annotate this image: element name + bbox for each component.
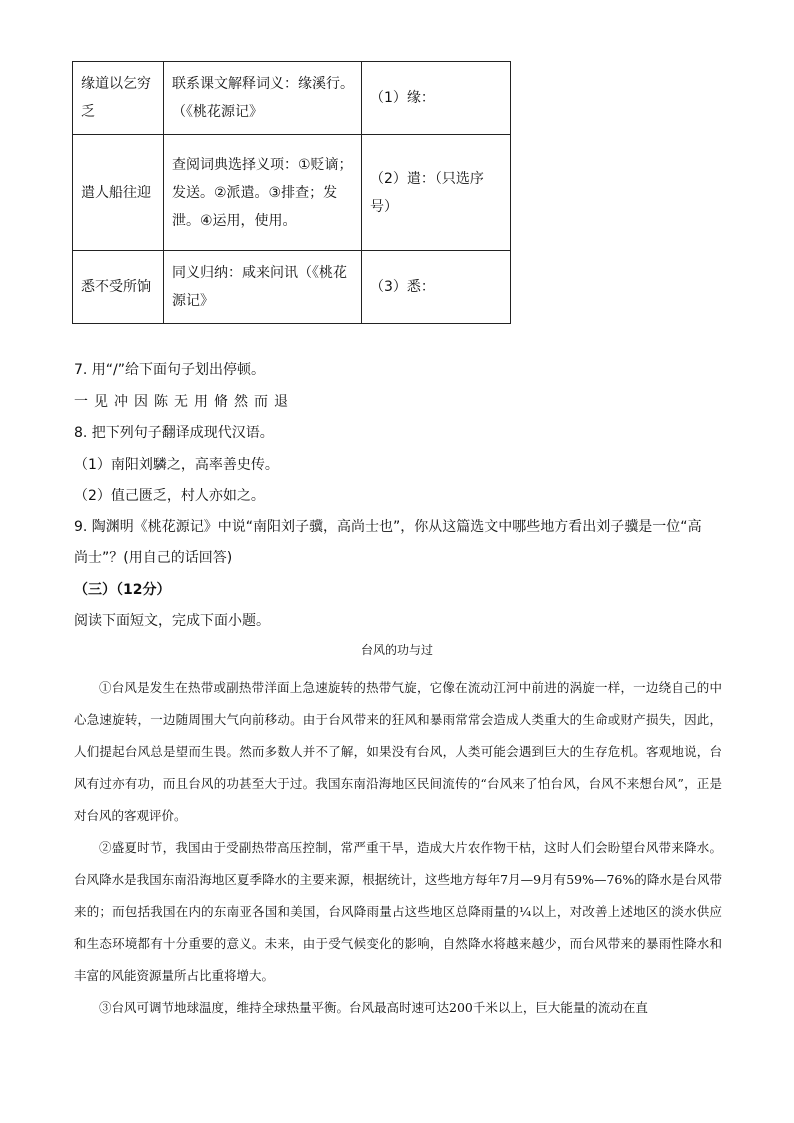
table-cell-answer: （3）悉： — [362, 251, 511, 324]
article-title: 台风的功与过 — [360, 643, 433, 657]
table-row — [73, 135, 511, 251]
article-paragraph: ②盛夏时节，我国由于受副热带高压控制，常严重干旱，造成大片农作物干枯，这时人们会盼望台风带来降水。台风降水是我国东南沿海地区夏季降水的主要来源，根据统计，这些地方每年7月—9月有59%—76%的降水是台风带来的；而包括我国在内的东南亚各国和美国，台风降雨量占这些地区总降雨量的¼以上，对改善上述地区的淡水供应和生态环境都有十分重要的意义。未来，由于受气候变化的影响，自然降水将越来越少，而台风带来的暴雨性降水和丰富的风能资源量所占比重将增大。 — [74, 840, 722, 983]
table-cell-word: 悉不受所饷 — [73, 251, 164, 324]
question-8-item-2: （2）值己匮乏，村人亦如之。 — [74, 488, 265, 504]
question-9-line-2: 尚士”？(用自己的话回答) — [74, 550, 233, 566]
table-cell-method: 同义归纳：咸来问讯（《桃花源记》 — [164, 251, 362, 324]
vocab-table — [72, 61, 511, 324]
table-cell-answer: （1）缘： — [362, 62, 511, 135]
article-paragraph: ①台风是发生在热带或副热带洋面上急速旋转的热带气旋，它像在流动江河中前进的涡旋一样，一边绕自己的中心急速旋转，一边随周围大气向前移动。由于台风带来的狂风和暴雨常常会造成人类重大的生命或财产损失，因此，人们提起台风总是望而生畏。然而多数人并不了解，如果没有台风，人类可能会遇到巨大的生存危机。客观地说，台风有过亦有功，而且台风的功甚至大于过。我国东南沿海地区民间流传的“台风来了怕台风，台风不来想台风”，正是对台风的客观评价。 — [74, 680, 722, 823]
table-cell-answer: （2）遣：（只选序号） — [362, 135, 511, 251]
article-paragraph: ③台风可调节地球温度，维持全球热量平衡。台风最高时速可达200千米以上，巨大能量的流动在直 — [99, 1000, 648, 1015]
question-7: 7. 用“/”给下面句子划出停顿。 — [74, 362, 266, 378]
table-cell-word: 遣人船往迎 — [73, 135, 164, 251]
table-cell-method: 联系课文解释词义：缘溪行。（《桃花源记》 — [164, 62, 362, 135]
table-cell-word: 缘道以乞穷乏 — [73, 62, 164, 135]
question-7-sentence: 一见冲因陈无用脩然而退 — [74, 394, 294, 410]
question-8: 8. 把下列句子翻译成现代汉语。 — [74, 425, 274, 441]
table-row — [73, 251, 511, 324]
section-instruction: 阅读下面短文，完成下面小题。 — [74, 613, 270, 629]
table-cell-method: 查阅词典选择义项：①贬谪；发送。②派遣。③排查；发泄。④运用，使用。 — [164, 135, 362, 251]
table-row — [73, 62, 511, 135]
section-heading: （三）（12分） — [74, 582, 171, 598]
question-8-item-1: （1）南阳刘驎之，高率善史传。 — [74, 457, 279, 473]
article-body — [74, 672, 722, 1024]
question-9-line-1: 9. 陶渊明《桃花源记》中说“南阳刘子骥，高尚士也”，你从这篇选文中哪些地方看出刘子骥是一位“高 — [74, 519, 702, 535]
